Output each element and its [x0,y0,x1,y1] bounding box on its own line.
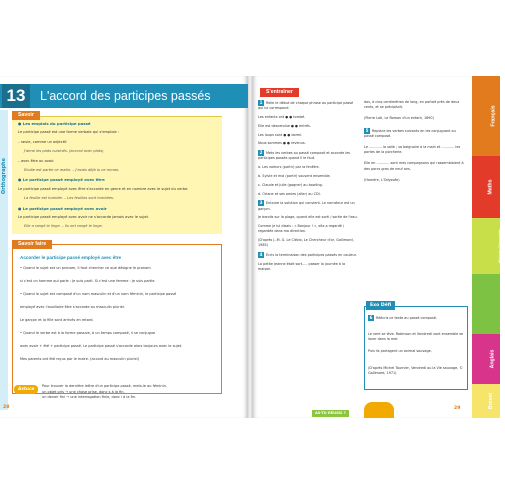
exercise-line [258,124,358,129]
exercise-line [258,115,358,120]
exercise-instruction [258,252,358,258]
exercise-line [258,165,358,170]
exo-defi-text: Le vent se lève. Robinson et Vendredi vont ensemble se laver dans la mer. [368,332,464,342]
exercise-line [364,145,464,155]
exercise-text: c. Claude et Julie (gagner) au bowling. [258,182,323,187]
savoir-faire-line: avec avoir + été + participe passé. Le participe passé s'accorde alors toujours avec le sujet. [20,344,183,348]
subject-tabs [472,76,505,418]
exercise-text: Replace les verbes suivants en les conjuguant au passé composé. [364,128,456,138]
exercise-text: La petite Jeanne était sort..... passer la journée à la maison. [258,261,346,272]
exercise-text: Les loups sont ● ● dormi. [258,132,303,137]
savoir-faire-line: si c'est un homme qui parle : Je suis parti. Si c'est une femme : Je suis partie. [20,279,156,283]
exercise-text: Relie le début de chaque phrase au participe passé qui lui correspond. [258,101,354,111]
subject-tab-label: Histoire Géographie [498,228,503,264]
exercise-line [258,238,358,248]
exercises-column-2 [364,100,464,189]
exercise-line [364,161,464,171]
exercise-number: 4 [259,252,263,258]
savoir-faire-line: • Quand le sujet est un pronom, il faut chercher ce que désigne le pronom [20,266,151,270]
as-tu-reussi-label: AS-TU RÉUSSI ? [312,410,349,417]
exercise-instruction [258,150,358,161]
astuce-line: un objet pris → une chose prise, donc s à la fin. [42,389,125,394]
right-page-number: 29 [454,406,461,411]
subject-tab-label: Brevet [488,392,495,410]
exercise-line [364,100,464,110]
savoir-line: – avec être ou avoir. [18,158,55,163]
exercise-text: (Homère, L'Odyssée) [364,177,400,182]
subject-tab-label: Maths [487,179,494,195]
subject-tab-label: Sciences et technologie [501,283,505,325]
savoir-line: Le participe passé est une forme verbale qui s'emploie : [18,130,120,135]
trophy-badge-icon [364,402,394,418]
exercise-text: Elle est descendue ● ● entrés. [258,123,311,128]
astuce-tag: Astuce [14,385,38,394]
savoir-line: Le participe passé employé avec être s'accorde en genre et en nombre avec le sujet du verbe. [18,186,189,191]
exercise-line [258,183,358,188]
astuce-line: un devoir fini → une interrogation finie, donc i à la fin. [42,395,137,399]
subject-tab[interactable] [472,76,500,156]
savoir-faire-line: employé avec l'auxiliaire être s'accorde au masculin pluriel. [20,305,125,309]
savoir-faire-line: • Quand le verbe est à la forme passive, à un temps composé, il se conjugue [20,331,156,335]
exercise-text: Écris la terminaison des participes passés en couleur. [266,253,357,258]
exercise-text: Comme je lui disais : « Bonjour ! », elle a regardé / regardée dans ma direction. [258,224,345,234]
savoir-line: Elle a rangé le linge. – Ils ont rangé le linge. [24,224,103,229]
subject-tab-label: Français [490,105,497,127]
exercise-text: b. Sylvie et moi (partir) souvent ensemble. [258,173,331,178]
exercises-column-1 [258,100,358,276]
savoir-faire-line: Le garçon et la fille sont arrivés en retard. [20,318,94,322]
exercise-number: 1 [259,100,263,105]
side-band [0,110,8,410]
exercise-text: Je bondis sur la plage, quand elle est sorti / sortie de l'eau. [258,215,358,220]
exercise-instruction [364,128,464,139]
exercise-line [258,224,358,234]
exo-defi-text: Puis ils partagent un animal sauvage. [368,349,432,353]
exercise-number: 3 [259,200,263,206]
left-page-number: 28 [3,405,10,410]
exercise-instruction [258,100,358,111]
subject-tab[interactable] [472,218,503,274]
exercise-line [258,262,358,272]
s-entrainer-tag: S'entraîner [260,88,299,97]
savoir-line: ● Le participe passé employé avec avoir [18,205,107,211]
exercise-text: Mets les verbes au passé composé et accorde les participes passés quand il le faut. [258,151,351,161]
exercise-number: 5 [365,127,369,133]
savoir-faire-line: • Quand le sujet est composé d'un nom masculin et d'un nom féminin, le participe passé [20,292,177,296]
exo-defi-text: Réécris ce texte au passé composé. [376,316,437,320]
exercise-line [258,215,358,220]
exo-defi-line [368,366,466,376]
savoir-line: Le participe passé employé avec avoir ne s'accorde jamais avec le sujet. [18,215,150,219]
subject-tab[interactable] [472,384,500,418]
savoir-box [12,116,222,234]
savoir-faire-line: Mes parents ont été reçus par le maire. (accord au masculin pluriel) [20,357,139,361]
exercise-line [258,141,358,146]
subject-tab-label: Anglais [489,349,496,369]
exercise-text: Entoure la solution qui convient. Le narrateur est un garçon. [258,201,355,211]
exercise-text: Nous sommes ● ● revenus. [258,141,306,146]
exercise-line [258,133,358,138]
savoir-line: – seule, comme un adjectif. [18,139,68,144]
savoir-faire-subtitle: Accorder le participe passé employé avec être [20,255,122,260]
side-label: Orthographe [1,158,7,195]
exercise-number: 2 [259,150,263,156]
subject-tab[interactable] [472,156,500,218]
exercise-text: d. Oriane et ses amies (aller) au CDI. [258,191,321,196]
exercise-text: a. Les voleurs (partir) par la fenêtre. [258,165,320,170]
exercise-text: dos, à cinq centimètres de long, en portait près de deux cents, et se précipitait. [364,100,460,110]
savoir-faire-tag: Savoir faire [12,240,52,249]
subject-tab[interactable] [472,274,505,334]
book-gutter [247,76,253,418]
chapter-number: 13 [2,84,30,108]
savoir-line: Elodie est partie ce matin. – J'avais déjà lu ce roman. [24,168,120,172]
exercise-line [258,192,358,197]
chapter-title: L'accord des participes passés [40,89,211,103]
exo-defi-tag: Exo Défi [366,301,395,310]
exercise-text: Le ............ la salle ; sa baignoire à la main et ............ les portes de la porcherie. [364,145,461,155]
savoir-line: ● Le participe passé employé avec être [18,177,105,183]
savoir-line: La feuille est tombée. – Les feuilles sont tombées. [24,196,115,201]
savoir-line: J'aime les plats cuisinés. (accord avec plats) [24,149,104,154]
exercise-text: (Pierre Loti, Le Roman d'un enfant, 1890) [364,116,434,121]
exercise-text: Les enfants ont ● ● tombé. [258,115,306,119]
savoir-line: ● Les emplois du participe passé [18,121,91,126]
exercise-number: 6 [369,315,373,320]
exercise-line [258,174,358,179]
exo-defi-text: (D'après Michel Tournier, Vendredi ou la Vie sauvage, © Gallimard, 1971) [368,366,463,376]
exercise-instruction [258,200,358,211]
exo-defi-line [368,349,466,354]
exercise-text: (D'après J.-M. G. Le Clézio, Le Chercheur d'or, Gallimard, 1985) [258,238,354,248]
subject-tab[interactable] [472,334,500,384]
exercise-text: Elle en ............ sont mes compagnons qui rassemblaient à des porcs gras de neuf ans. [364,161,464,171]
exo-defi-line [368,332,466,342]
exercise-line [364,116,464,121]
exo-defi-box [364,306,468,390]
savoir-tag: Savoir [12,111,40,120]
exo-defi-line [368,315,466,321]
astuce-line: Pour trouver la dernière lettre d'un participe passé, mets-le au féminin. [42,384,167,388]
exercise-line [364,178,464,183]
